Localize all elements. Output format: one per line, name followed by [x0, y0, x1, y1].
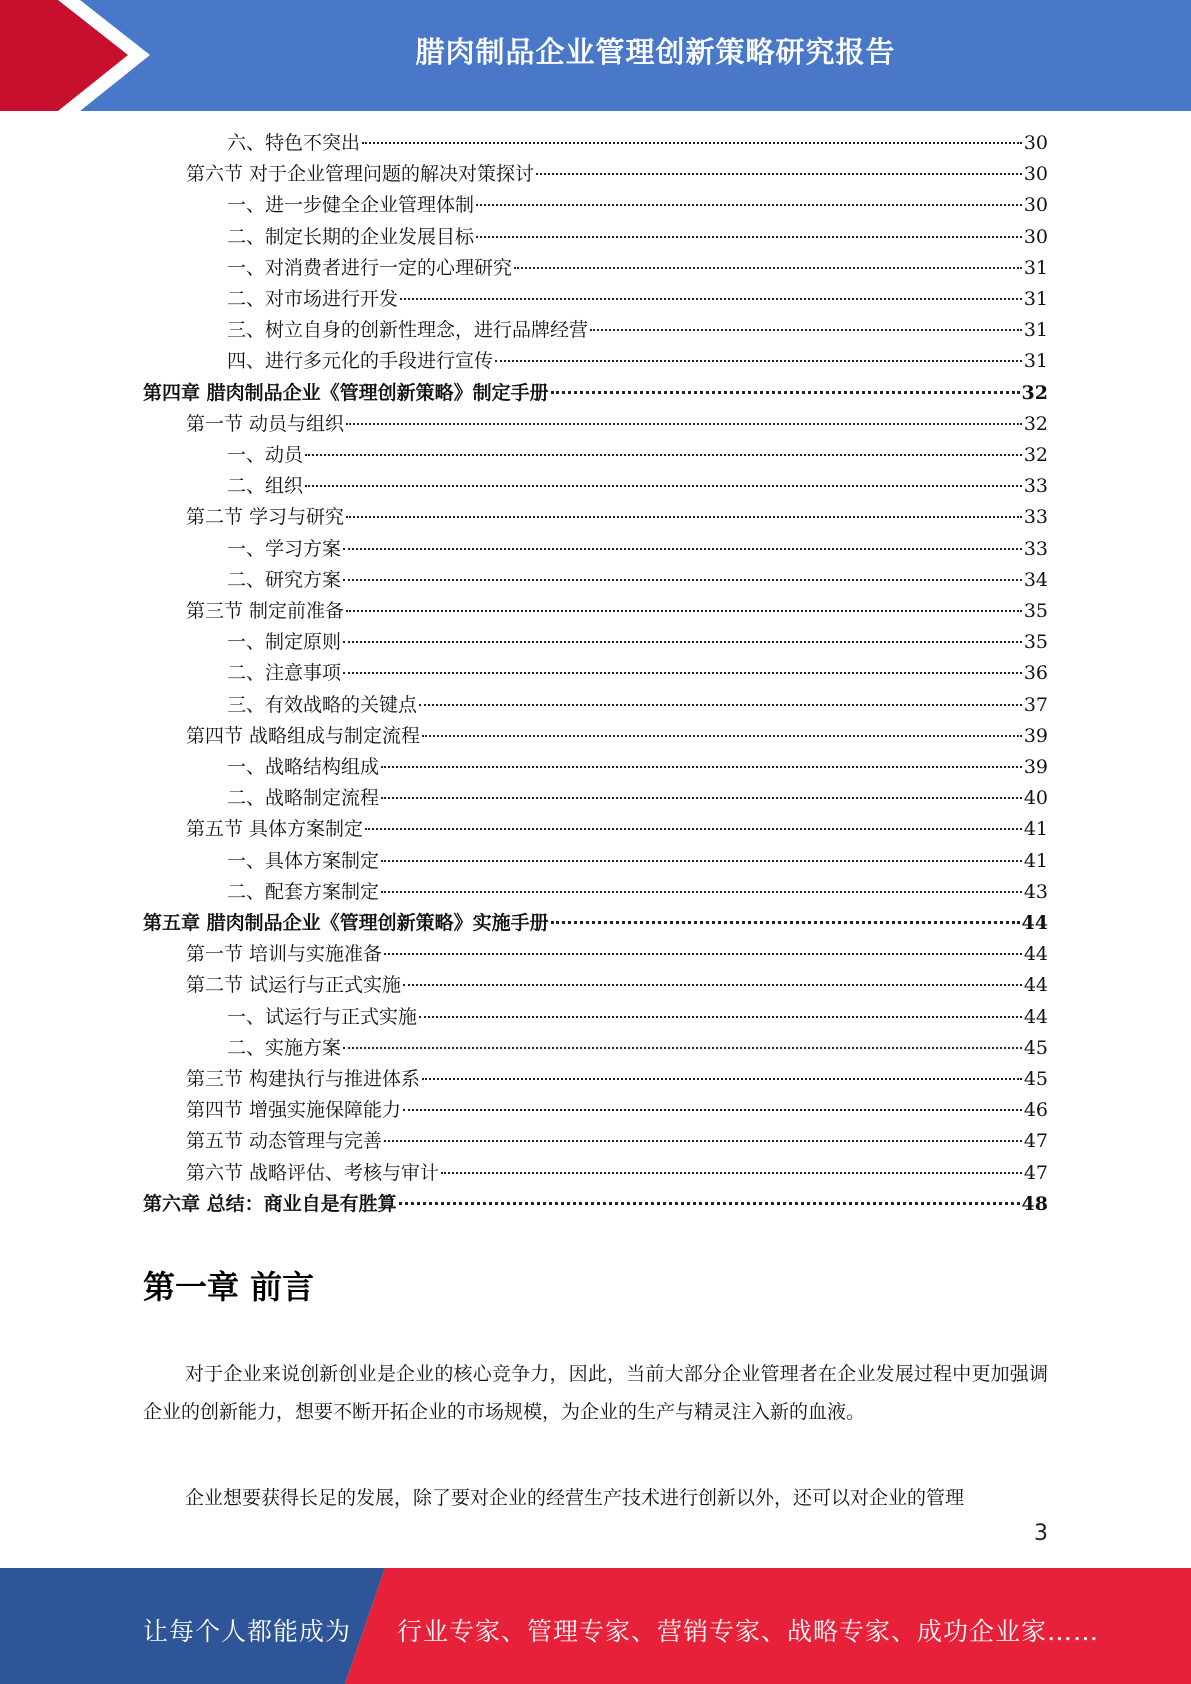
toc-dot-leader: [400, 297, 1022, 300]
toc-dot-leader: [305, 453, 1022, 456]
toc-dot-leader: [422, 1077, 1022, 1080]
toc-dot-leader: [343, 1046, 1022, 1049]
toc-dot-leader: [551, 920, 1020, 924]
toc-entry-page: 44: [1023, 943, 1048, 966]
body-paragraph: 对于企业来说创新创业是企业的核心竞争力，因此，当前大部分企业管理者在企业发展过程中更加强调企业的创新能力，想要不断开拓企业的市场规模，为企业的生产与精灵注入新的血液。: [143, 1363, 1048, 1423]
toc-entry-title: 二、对市场进行开发: [227, 288, 399, 310]
toc-dot-leader: [441, 1171, 1022, 1174]
toc-entry-page: 45: [1023, 1036, 1048, 1059]
toc-entry-title: 二、研究方案: [227, 568, 342, 591]
toc-dot-leader: [551, 390, 1020, 394]
toc-entry-page: 30: [1023, 194, 1048, 217]
toc-entry[interactable]: [227, 190, 1048, 221]
toc-dot-leader: [419, 703, 1022, 706]
toc-entry-title: 三、树立自身的创新性理念，进行品牌经营: [227, 319, 589, 342]
toc-dot-leader: [422, 734, 1022, 737]
toc-dot-leader: [384, 1139, 1022, 1142]
toc-entry-page: 31: [1023, 319, 1048, 342]
toc-dot-leader: [399, 1201, 1020, 1205]
toc-entry[interactable]: [186, 1126, 1048, 1157]
toc-entry[interactable]: [186, 502, 1048, 533]
toc-entry-page: 46: [1023, 1099, 1048, 1122]
toc-entry-page: 32: [1021, 381, 1048, 404]
toc-entry-page: 33: [1023, 475, 1048, 498]
toc-entry[interactable]: [227, 877, 1048, 908]
toc-entry-title: 二、战略制定流程: [227, 787, 380, 810]
toc-entry-page: 39: [1023, 756, 1048, 778]
toc-entry[interactable]: [227, 128, 1048, 159]
toc-entry[interactable]: [186, 939, 1048, 970]
toc-dot-leader: [590, 328, 1022, 331]
toc-entry[interactable]: [227, 752, 1048, 783]
page-footer: [0, 1568, 1191, 1684]
toc-entry-page: 35: [1023, 600, 1048, 622]
toc-dot-leader: [381, 765, 1022, 768]
toc-entry-title: 第三节 制定前准备: [186, 600, 345, 622]
toc-entry-title: 第六节 对于企业管理问题的解决对策探讨: [186, 163, 535, 186]
toc-dot-leader: [365, 827, 1022, 830]
toc-entry[interactable]: [227, 253, 1048, 284]
toc-entry-title: 一、对消费者进行一定的心理研究: [227, 256, 513, 279]
toc-entry-title: 四、进行多元化的手段进行宣传: [227, 350, 494, 373]
page-header: [0, 0, 1191, 111]
toc-entry[interactable]: [227, 471, 1048, 502]
toc-entry[interactable]: [227, 1002, 1048, 1033]
toc-entry-page: 44: [1021, 912, 1048, 934]
toc-entry[interactable]: [143, 378, 1048, 409]
toc-entry-title: 第三节 构建执行与推进体系: [186, 1068, 421, 1090]
toc-entry-page: 32: [1023, 444, 1048, 466]
toc-entry[interactable]: [186, 814, 1048, 845]
toc-entry-title: 二、制定长期的企业发展目标: [227, 225, 475, 248]
toc-entry-title: 第五节 动态管理与完善: [186, 1130, 383, 1153]
toc-entry-page: 45: [1023, 1068, 1048, 1090]
toc-entry[interactable]: [186, 970, 1048, 1001]
toc-entry-page: 40: [1023, 787, 1048, 810]
toc-entry-title: 第五节 具体方案制定: [186, 818, 364, 841]
toc-dot-leader: [381, 796, 1022, 799]
toc-dot-leader: [343, 640, 1022, 643]
toc-entry[interactable]: [227, 222, 1048, 253]
toc-dot-leader: [419, 1015, 1022, 1018]
toc-dot-leader: [346, 515, 1022, 518]
toc-entry-title: 一、学习方案: [227, 537, 342, 560]
toc-entry-page: 31: [1023, 350, 1048, 373]
toc-entry[interactable]: [227, 565, 1048, 596]
toc-entry-page: 31: [1023, 256, 1048, 279]
toc-entry-title: 一、进一步健全企业管理体制: [227, 194, 475, 217]
toc-entry-page: 30: [1023, 163, 1048, 186]
toc-entry-page: 32: [1023, 412, 1048, 435]
toc-dot-leader: [476, 235, 1022, 238]
toc-entry-title: 三、有效战略的关键点: [227, 693, 418, 716]
toc-entry-title: 第五章 腊肉制品企业《管理创新策略》实施手册: [143, 912, 549, 934]
toc-entry[interactable]: [227, 440, 1048, 471]
toc-entry[interactable]: [186, 1095, 1048, 1126]
toc-entry[interactable]: [186, 1064, 1048, 1095]
toc-entry[interactable]: [186, 409, 1048, 440]
toc-entry-page: 37: [1023, 693, 1048, 716]
toc-entry-title: 一、试运行与正式实施: [227, 1005, 418, 1028]
toc-entry[interactable]: [227, 846, 1048, 877]
toc-entry-title: 一、战略结构组成: [227, 756, 380, 778]
toc-dot-leader: [384, 952, 1022, 955]
toc-entry-title: 二、配套方案制定: [227, 880, 380, 903]
toc-entry[interactable]: [227, 284, 1048, 315]
body-paragraph: 企业想要获得长足的发展，除了要对企业的经营生产技术进行创新以外，还可以对企业的管理: [185, 1487, 965, 1509]
toc-entry-page: 33: [1023, 506, 1048, 529]
chapter-heading: 第一章 前言: [143, 1268, 315, 1306]
toc-entry-title: 二、组织: [227, 475, 304, 498]
toc-entry[interactable]: [186, 596, 1048, 627]
toc-entry-title: 二、注意事项: [227, 662, 342, 685]
toc-entry-page: 44: [1023, 974, 1048, 997]
report-title: 腊肉制品企业管理创新策略研究报告: [415, 35, 896, 69]
toc-entry[interactable]: [227, 534, 1048, 565]
toc-entry-title: 第六节 战略评估、考核与审计: [186, 1161, 440, 1184]
page-number: 3: [1034, 1521, 1048, 1546]
toc-entry-page: 31: [1023, 288, 1048, 310]
toc-dot-leader: [381, 859, 1022, 862]
toc-entry-page: 35: [1023, 631, 1048, 654]
toc-dot-leader: [403, 1108, 1022, 1111]
toc-dot-leader: [343, 578, 1022, 581]
toc-entry-page: 47: [1023, 1130, 1048, 1153]
toc-entry-page: 41: [1023, 849, 1048, 872]
toc-entry[interactable]: [227, 658, 1048, 689]
toc-entry-page: 33: [1023, 537, 1048, 560]
toc-entry-title: 第二节 试运行与正式实施: [186, 974, 402, 997]
toc-entry[interactable]: [227, 346, 1048, 377]
toc-entry-title: 一、制定原则: [227, 631, 342, 654]
toc-entry-title: 第四节 增强实施保障能力: [186, 1099, 402, 1122]
toc-entry-title: 一、动员: [227, 444, 304, 466]
toc-entry[interactable]: [186, 1158, 1048, 1189]
toc-dot-leader: [305, 484, 1022, 487]
toc-dot-leader: [403, 983, 1022, 986]
toc-entry-page: 34: [1023, 568, 1048, 591]
toc-entry-title: 第一节 动员与组织: [186, 412, 345, 435]
toc-entry-page: 44: [1023, 1005, 1048, 1028]
toc-entry-title: 第六章 总结：商业自是有胜算: [143, 1192, 397, 1215]
toc-entry-page: 30: [1023, 132, 1048, 154]
toc-entry[interactable]: [186, 159, 1048, 190]
toc-entry-page: 48: [1021, 1192, 1048, 1215]
toc-entry-title: 第一节 培训与实施准备: [186, 943, 383, 966]
footer-slogan-left: 让每个人都能成为: [143, 1617, 352, 1646]
toc-dot-leader: [346, 609, 1022, 612]
toc-entry-title: 第四节 战略组成与制定流程: [186, 724, 421, 747]
toc-entry-title: 六、特色不突出: [227, 132, 361, 154]
footer-slogan-right: 行业专家、管理专家、营销专家、战略专家、成功企业家……: [397, 1617, 1100, 1646]
toc-entry-title: 一、具体方案制定: [227, 849, 380, 872]
toc-entry[interactable]: [227, 627, 1048, 658]
toc-entry[interactable]: [143, 908, 1048, 939]
toc-entry-page: 47: [1023, 1161, 1048, 1184]
toc-entry-page: 43: [1023, 880, 1048, 903]
toc-dot-leader: [343, 671, 1022, 674]
toc-dot-leader: [362, 141, 1022, 144]
toc-entry-title: 二、实施方案: [227, 1036, 342, 1059]
toc-dot-leader: [536, 172, 1022, 175]
toc-dot-leader: [495, 359, 1022, 362]
toc-dot-leader: [476, 203, 1022, 206]
toc-dot-leader: [343, 547, 1022, 550]
toc-entry-page: 36: [1023, 662, 1048, 685]
toc-entry-title: 第四章 腊肉制品企业《管理创新策略》制定手册: [143, 381, 549, 404]
toc-dot-leader: [514, 266, 1022, 269]
toc-dot-leader: [381, 890, 1022, 893]
toc-entry-page: 41: [1023, 818, 1048, 841]
toc-entry[interactable]: [186, 721, 1048, 752]
toc-entry-title: 第二节 学习与研究: [186, 506, 345, 529]
toc-entry[interactable]: [227, 783, 1048, 814]
toc-dot-leader: [346, 422, 1022, 425]
toc-entry[interactable]: [227, 1033, 1048, 1064]
toc-entry-page: 30: [1023, 225, 1048, 248]
toc-entry-page: 39: [1023, 724, 1048, 747]
toc-entry[interactable]: [227, 315, 1048, 346]
toc-entry[interactable]: [143, 1189, 1048, 1220]
toc-entry[interactable]: [227, 690, 1048, 721]
